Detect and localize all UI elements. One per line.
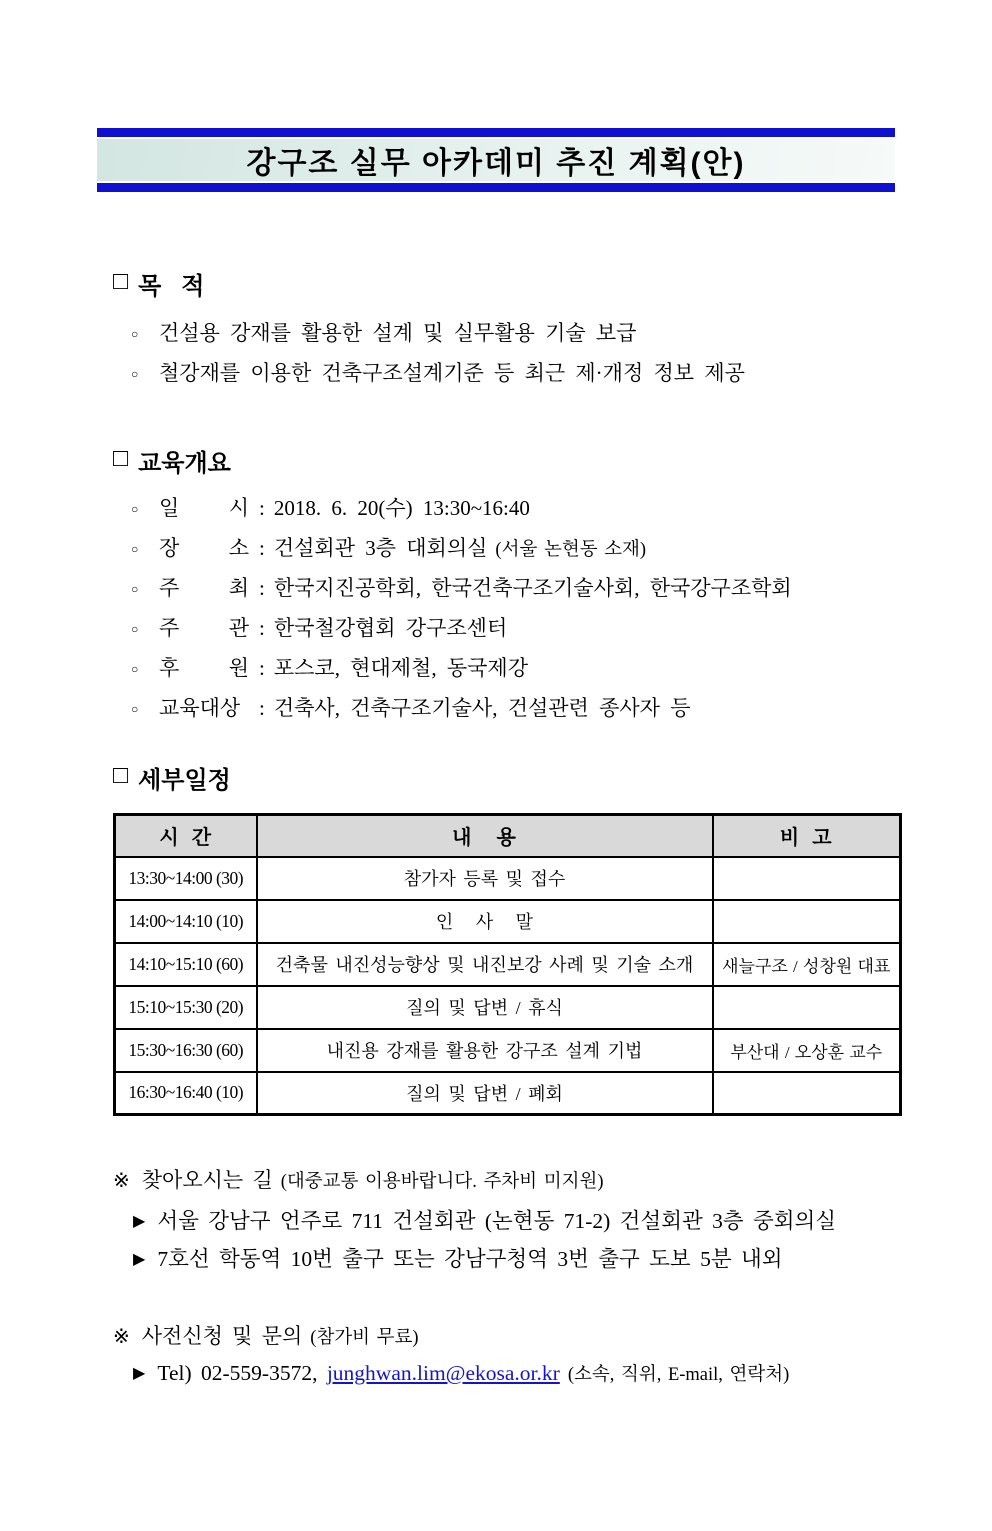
field-label: 장 소: [159, 536, 249, 560]
section-directions: [113, 1164, 902, 1280]
circle-bullet-icon: ○: [131, 662, 139, 676]
field-value: 한국지진공학회, 한국건축구조기술사회, 한국강구조학회: [273, 576, 792, 600]
field-value: 한국철강협회 강구조센터: [273, 616, 508, 640]
schedule-table: [113, 813, 902, 1116]
table-row: [115, 857, 901, 900]
circle-bullet-icon: ○: [131, 622, 139, 636]
spacer: [317, 1361, 326, 1386]
field-label: 일 시: [159, 496, 249, 520]
list-item: [133, 1242, 902, 1280]
colon-separator: :: [259, 656, 265, 680]
colon-separator: :: [259, 576, 265, 600]
field-note: (서울 논현동 소재): [495, 540, 647, 560]
content-cell: 참가자 등록 및 접수: [257, 857, 713, 900]
directions-heading-line: [113, 1164, 902, 1194]
time-cell: 16:30~16:40 (10): [115, 1072, 257, 1115]
reference-mark-icon: ※: [113, 1326, 130, 1348]
content-cell: 인 사 말: [257, 900, 713, 943]
document-content: [113, 266, 902, 1398]
time-cell: 15:10~15:30 (20): [115, 986, 257, 1029]
circle-bullet-icon: ○: [131, 582, 139, 596]
contact-items: [113, 1360, 902, 1398]
tel-label: Tel) 02-559-3572,: [157, 1361, 318, 1385]
content-cell: 질의 및 답변 / 폐회: [257, 1072, 713, 1115]
field-label: 주 관: [159, 616, 249, 640]
purpose-item-text: 건설용 강재를 활용한 설계 및 실무활용 기술 보급: [159, 321, 637, 345]
colon-separator: :: [259, 696, 265, 720]
note-cell: 새늘구조 / 성창원 대표: [713, 943, 901, 986]
note-cell: [713, 900, 901, 943]
table-row: [115, 900, 901, 943]
banner-body: [97, 137, 895, 183]
circle-bullet-icon: ○: [131, 542, 139, 556]
list-item: [133, 1204, 902, 1242]
col-header-content: 내 용: [257, 815, 713, 857]
field-label: 주 최: [159, 576, 249, 600]
content-cell: 질의 및 답변 / 휴식: [257, 986, 713, 1029]
contact-heading-line: [113, 1320, 902, 1350]
note-cell: [713, 1072, 901, 1115]
list-item: [113, 317, 902, 357]
table-row: [115, 1072, 901, 1115]
contact-heading-note: (참가비 무료): [310, 1328, 419, 1348]
field-label: 후 원: [159, 656, 249, 680]
banner-top-bar: [97, 128, 895, 137]
field-value: 건축사, 건축구조기술사, 건설관련 종사자 등: [273, 696, 691, 720]
list-item: [113, 652, 902, 692]
square-marker-icon: □: [113, 267, 129, 295]
note-cell: [713, 857, 901, 900]
directions-item-text: 서울 강남구 언주로 711 건설회관 (논현동 71-2) 건설회관 3층 중회의실: [157, 1209, 837, 1233]
note-cell: [713, 986, 901, 1029]
square-marker-icon: □: [113, 444, 129, 472]
schedule-heading: [113, 760, 902, 795]
list-item: [113, 572, 902, 612]
time-cell: 13:30~14:00 (30): [115, 857, 257, 900]
overview-list: [113, 492, 902, 732]
section-schedule: [113, 760, 902, 1116]
contact-heading-text: 사전신청 및 문의: [141, 1324, 303, 1348]
purpose-heading-text: 목 적: [138, 273, 205, 300]
table-header-row: [115, 815, 901, 857]
table-row: [115, 1029, 901, 1072]
purpose-heading: [113, 266, 902, 301]
reference-mark-icon: ※: [113, 1170, 130, 1192]
colon-separator: :: [259, 536, 265, 560]
overview-heading: [113, 443, 902, 478]
directions-heading-text: 찾아오시는 길: [141, 1168, 273, 1192]
arrow-bullet-icon: ▶: [133, 1251, 146, 1268]
arrow-bullet-icon: ▶: [133, 1213, 146, 1230]
list-item: [113, 492, 902, 532]
content-cell: 건축물 내진성능향상 및 내진보강 사례 및 기술 소개: [257, 943, 713, 986]
colon-separator: :: [259, 616, 265, 640]
list-item: [113, 612, 902, 652]
field-value: 포스코, 현대제철, 동국제강: [273, 656, 528, 680]
time-cell: 14:00~14:10 (10): [115, 900, 257, 943]
col-header-time: 시 간: [115, 815, 257, 857]
directions-heading-note: (대중교통 이용바랍니다. 주차비 미지원): [280, 1172, 604, 1192]
time-cell: 15:30~16:30 (60): [115, 1029, 257, 1072]
note-cell: 부산대 / 오상훈 교수: [713, 1029, 901, 1072]
list-item: [113, 692, 902, 732]
col-header-note: 비 고: [713, 815, 901, 857]
page-title: 강구조 실무 아카데미 추진 계획(안): [246, 147, 746, 180]
field-value: 2018. 6. 20(수) 13:30~16:40: [273, 496, 530, 520]
circle-bullet-icon: ○: [131, 502, 139, 516]
section-purpose: [113, 266, 902, 397]
directions-items: [113, 1204, 902, 1280]
arrow-bullet-icon: ▶: [133, 1365, 146, 1382]
directions-item-text: 7호선 학동역 10번 출구 또는 강남구청역 3번 출구 도보 5분 내외: [157, 1247, 783, 1271]
colon-separator: :: [259, 496, 265, 520]
purpose-item-text: 철강재를 이용한 건축구조설계기준 등 최근 제·개정 정보 제공: [159, 361, 745, 385]
overview-heading-text: 교육개요: [138, 450, 231, 477]
circle-bullet-icon: ○: [131, 367, 139, 381]
banner-bottom-bar: [97, 183, 895, 192]
title-banner: [97, 128, 895, 192]
circle-bullet-icon: ○: [131, 327, 139, 341]
square-marker-icon: □: [113, 761, 129, 789]
contact-tel-line: [133, 1360, 902, 1398]
field-label: 교육대상: [159, 696, 241, 720]
time-cell: 14:10~15:10 (60): [115, 943, 257, 986]
email-link[interactable]: junghwan.lim@ekosa.or.kr: [326, 1361, 560, 1385]
circle-bullet-icon: ○: [131, 702, 139, 716]
purpose-list: [113, 317, 902, 397]
field-value: 건설회관 3층 대회의실: [273, 536, 488, 560]
section-overview: [113, 443, 902, 732]
list-item: [113, 532, 902, 572]
content-cell: 내진용 강재를 활용한 강구조 설계 기법: [257, 1029, 713, 1072]
list-item: [113, 357, 902, 397]
section-contact: [113, 1320, 902, 1398]
table-row: [115, 986, 901, 1029]
email-note: (소속, 직위, E-mail, 연락처): [567, 1365, 790, 1385]
table-row: [115, 943, 901, 986]
schedule-heading-text: 세부일정: [138, 767, 231, 794]
document-page: [0, 128, 992, 1531]
